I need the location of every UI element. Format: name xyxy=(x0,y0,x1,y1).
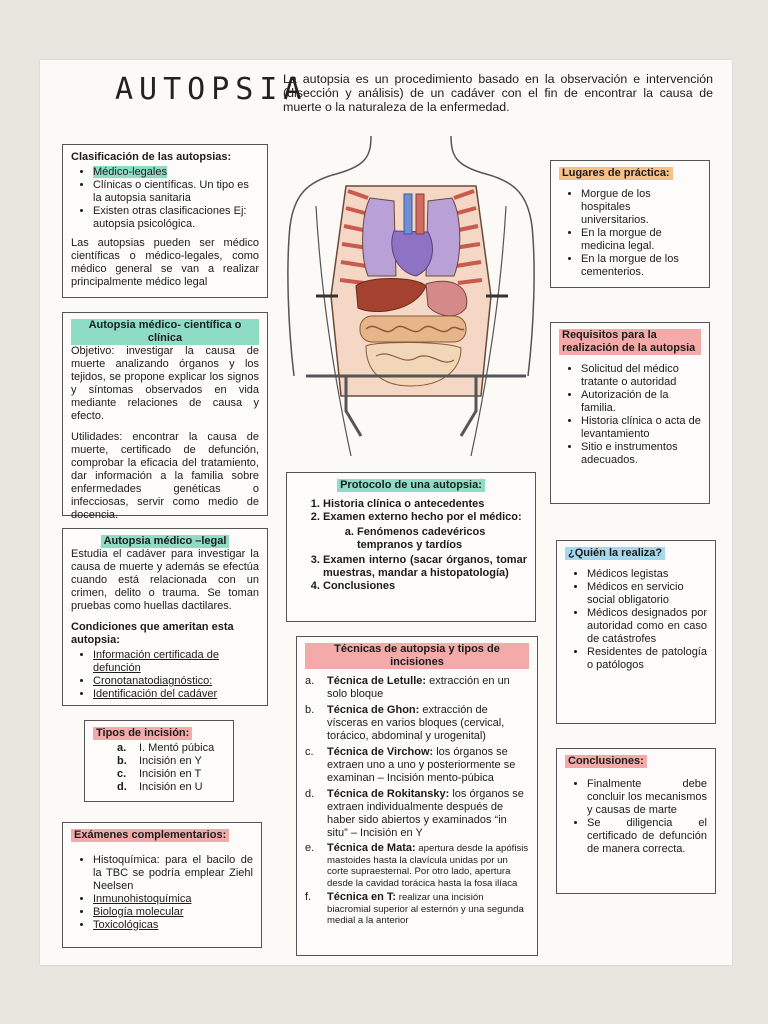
legal-condition-item: Cronotanatodiagnóstico: xyxy=(93,675,213,687)
requirement-item: Historia clínica o acta de levantamiento xyxy=(581,415,701,440)
clinical-heading: Autopsia médico- científica o clínica xyxy=(71,319,259,345)
classification-note: Las autopsias pueden ser médico científicas o médico-legales, como médico general se van a realizar principalmente médico legal xyxy=(71,237,259,288)
incision-heading: Tipos de incisión: xyxy=(93,727,192,740)
technique-item: c. Técnica de Virchow: los órganos se extraen uno a uno y posteriormente se examinan – Incisión mento-púbica xyxy=(305,746,516,784)
protocol-subitem: Fenómenos cadevéricos tempranos y tardíos xyxy=(357,526,486,551)
places-heading: Lugares de práctica: xyxy=(559,167,673,180)
place-item: En la morgue de los cementerios. xyxy=(581,253,679,278)
conclusions-box xyxy=(556,748,716,894)
protocol-item: Conclusiones xyxy=(323,580,396,592)
requirement-item: Autorización de la familia. xyxy=(581,389,669,414)
notes-page xyxy=(40,60,732,965)
incision-item: a. I. Mentó púbica xyxy=(117,742,215,754)
who-item: Médicos en servicio social obligatorio xyxy=(587,581,684,606)
who-heading: ¿Quién la realiza? xyxy=(565,547,665,560)
classification-box xyxy=(62,144,268,298)
exams-heading: Exámenes complementarios: xyxy=(71,829,229,842)
clinical-uses: Utilidades: encontrar la causa de muerte, certificado de defunción, comprobar la eficacia del tratamiento, dar información a la familia sobre enfermedades genéticas o infecciosas, servir como medio de docencia. xyxy=(71,431,259,521)
requirement-item: Sitio e instrumentos adecuados. xyxy=(581,441,678,466)
conclusions-heading: Conclusiones: xyxy=(565,755,647,768)
who-item: Médicos designados por autoridad como en caso de catástrofes xyxy=(587,607,707,645)
classification-item: Existen otras clasificaciones Ej: autopsia psicológica. xyxy=(93,205,247,230)
clinical-objective: Objetivo: investigar la causa de muerte analizando órganos y los tejidos, se propone explicar los signos y síntomas observados en vida mediante relaciones de causa y efecto. xyxy=(71,345,259,422)
exam-item: Toxicológicas xyxy=(93,919,159,931)
requirements-box xyxy=(550,322,710,504)
intro-text: La autopsia es un procedimiento basado en la observación e intervención (disección y análisis) de un cadáver con el fin de encontrar la causa de muerte o la naturaleza de la enfermedad. xyxy=(283,72,713,114)
clinical-autopsy-box xyxy=(62,312,268,521)
practice-places-box xyxy=(550,160,710,288)
techniques-box xyxy=(296,636,538,956)
place-item: Morgue de los hospitales universitarios. xyxy=(581,188,651,226)
who-item: Residentes de patología o patólogos xyxy=(587,646,707,671)
technique-item: d. Técnica de Rokitansky: los órganos se extraen individualmente después de haber sido abiertos y examinados “in situ” – Incisión en Y xyxy=(305,788,524,839)
legal-text: Estudia el cadáver para investigar la causa de muerte y además se efectúa cuando está relacionada con un crimen, delito o trauma. Se toman pruebas como huellas dactilares. xyxy=(71,548,259,612)
complementary-exams-box xyxy=(62,822,262,948)
incision-item: b. Incisión en Y xyxy=(117,755,202,767)
technique-item: e. Técnica de Mata: apertura desde la apófisis mastoides hasta la clavícula unidas por un corte supraesternal. Por otro lado, apertura desde la cavidad torácica hasta la fosa ilíaca xyxy=(305,842,529,889)
protocol-heading: Protocolo de una autopsia: xyxy=(337,479,485,492)
conclusion-item: Finalmente debe concluir los mecanismos y causas de marte xyxy=(587,778,707,816)
incision-types-box xyxy=(84,720,234,802)
legal-autopsy-box xyxy=(62,528,268,706)
exam-item: Histoquímica: para el bacilo de la TBC se podría emplear Ziehl Neelsen xyxy=(93,854,253,892)
who-performs-box xyxy=(556,540,716,724)
incision-item: d. Incisión en U xyxy=(117,781,203,793)
legal-conditions-heading: Condiciones que ameritan esta autopsia: xyxy=(71,621,234,646)
technique-item: f. Técnica en T: realizar una incisión biacromial superior al esternón y una segunda medial a la anterior xyxy=(305,891,524,926)
techniques-heading: Técnicas de autopsia y tipos de incisiones xyxy=(305,643,529,669)
exam-item: Inmunohistoquímica xyxy=(93,893,192,905)
technique-item: b. Técnica de Ghon: extracción de vísceras en varios bloques (cervical, torácico, abdominal y urogenital) xyxy=(305,704,505,742)
legal-condition-item: Identificación del cadáver xyxy=(93,688,218,700)
protocol-item: Examen interno (sacar órganos, tomar muestras, mandar a histopatología) xyxy=(323,554,527,579)
legal-condition-item: Información certificada de defunción xyxy=(93,649,219,674)
requirement-item: Solicitud del médico tratante o autoridad xyxy=(581,363,679,388)
protocol-item: Historia clínica o antecedentes xyxy=(323,498,485,510)
legal-heading: Autopsia médico –legal xyxy=(101,535,230,548)
protocol-item: Examen externo hecho por el médico: xyxy=(323,511,522,523)
page-title: AUTOPSIA xyxy=(115,72,308,107)
exam-item: Biología molecular xyxy=(93,906,184,918)
torso-dissection-illustration xyxy=(276,136,546,466)
place-item: En la morgue de medicina legal. xyxy=(581,227,662,252)
classification-item: Médico-legales xyxy=(93,166,167,178)
classification-heading: Clasificación de las autopsias: xyxy=(71,151,232,163)
protocol-box xyxy=(286,472,536,622)
classification-item: Clínicas o científicas. Un tipo es la autopsia sanitaria xyxy=(93,179,249,204)
technique-item: a. Técnica de Letulle: extracción en un solo bloque xyxy=(305,675,510,700)
who-item: Médicos legistas xyxy=(587,568,669,580)
requirements-heading: Requisitos para la realización de la autopsia xyxy=(559,329,701,355)
conclusion-item: Se diligencia el certificado de defunción de manera correcta. xyxy=(587,817,707,855)
incision-item: c. Incisión en T xyxy=(117,768,202,780)
